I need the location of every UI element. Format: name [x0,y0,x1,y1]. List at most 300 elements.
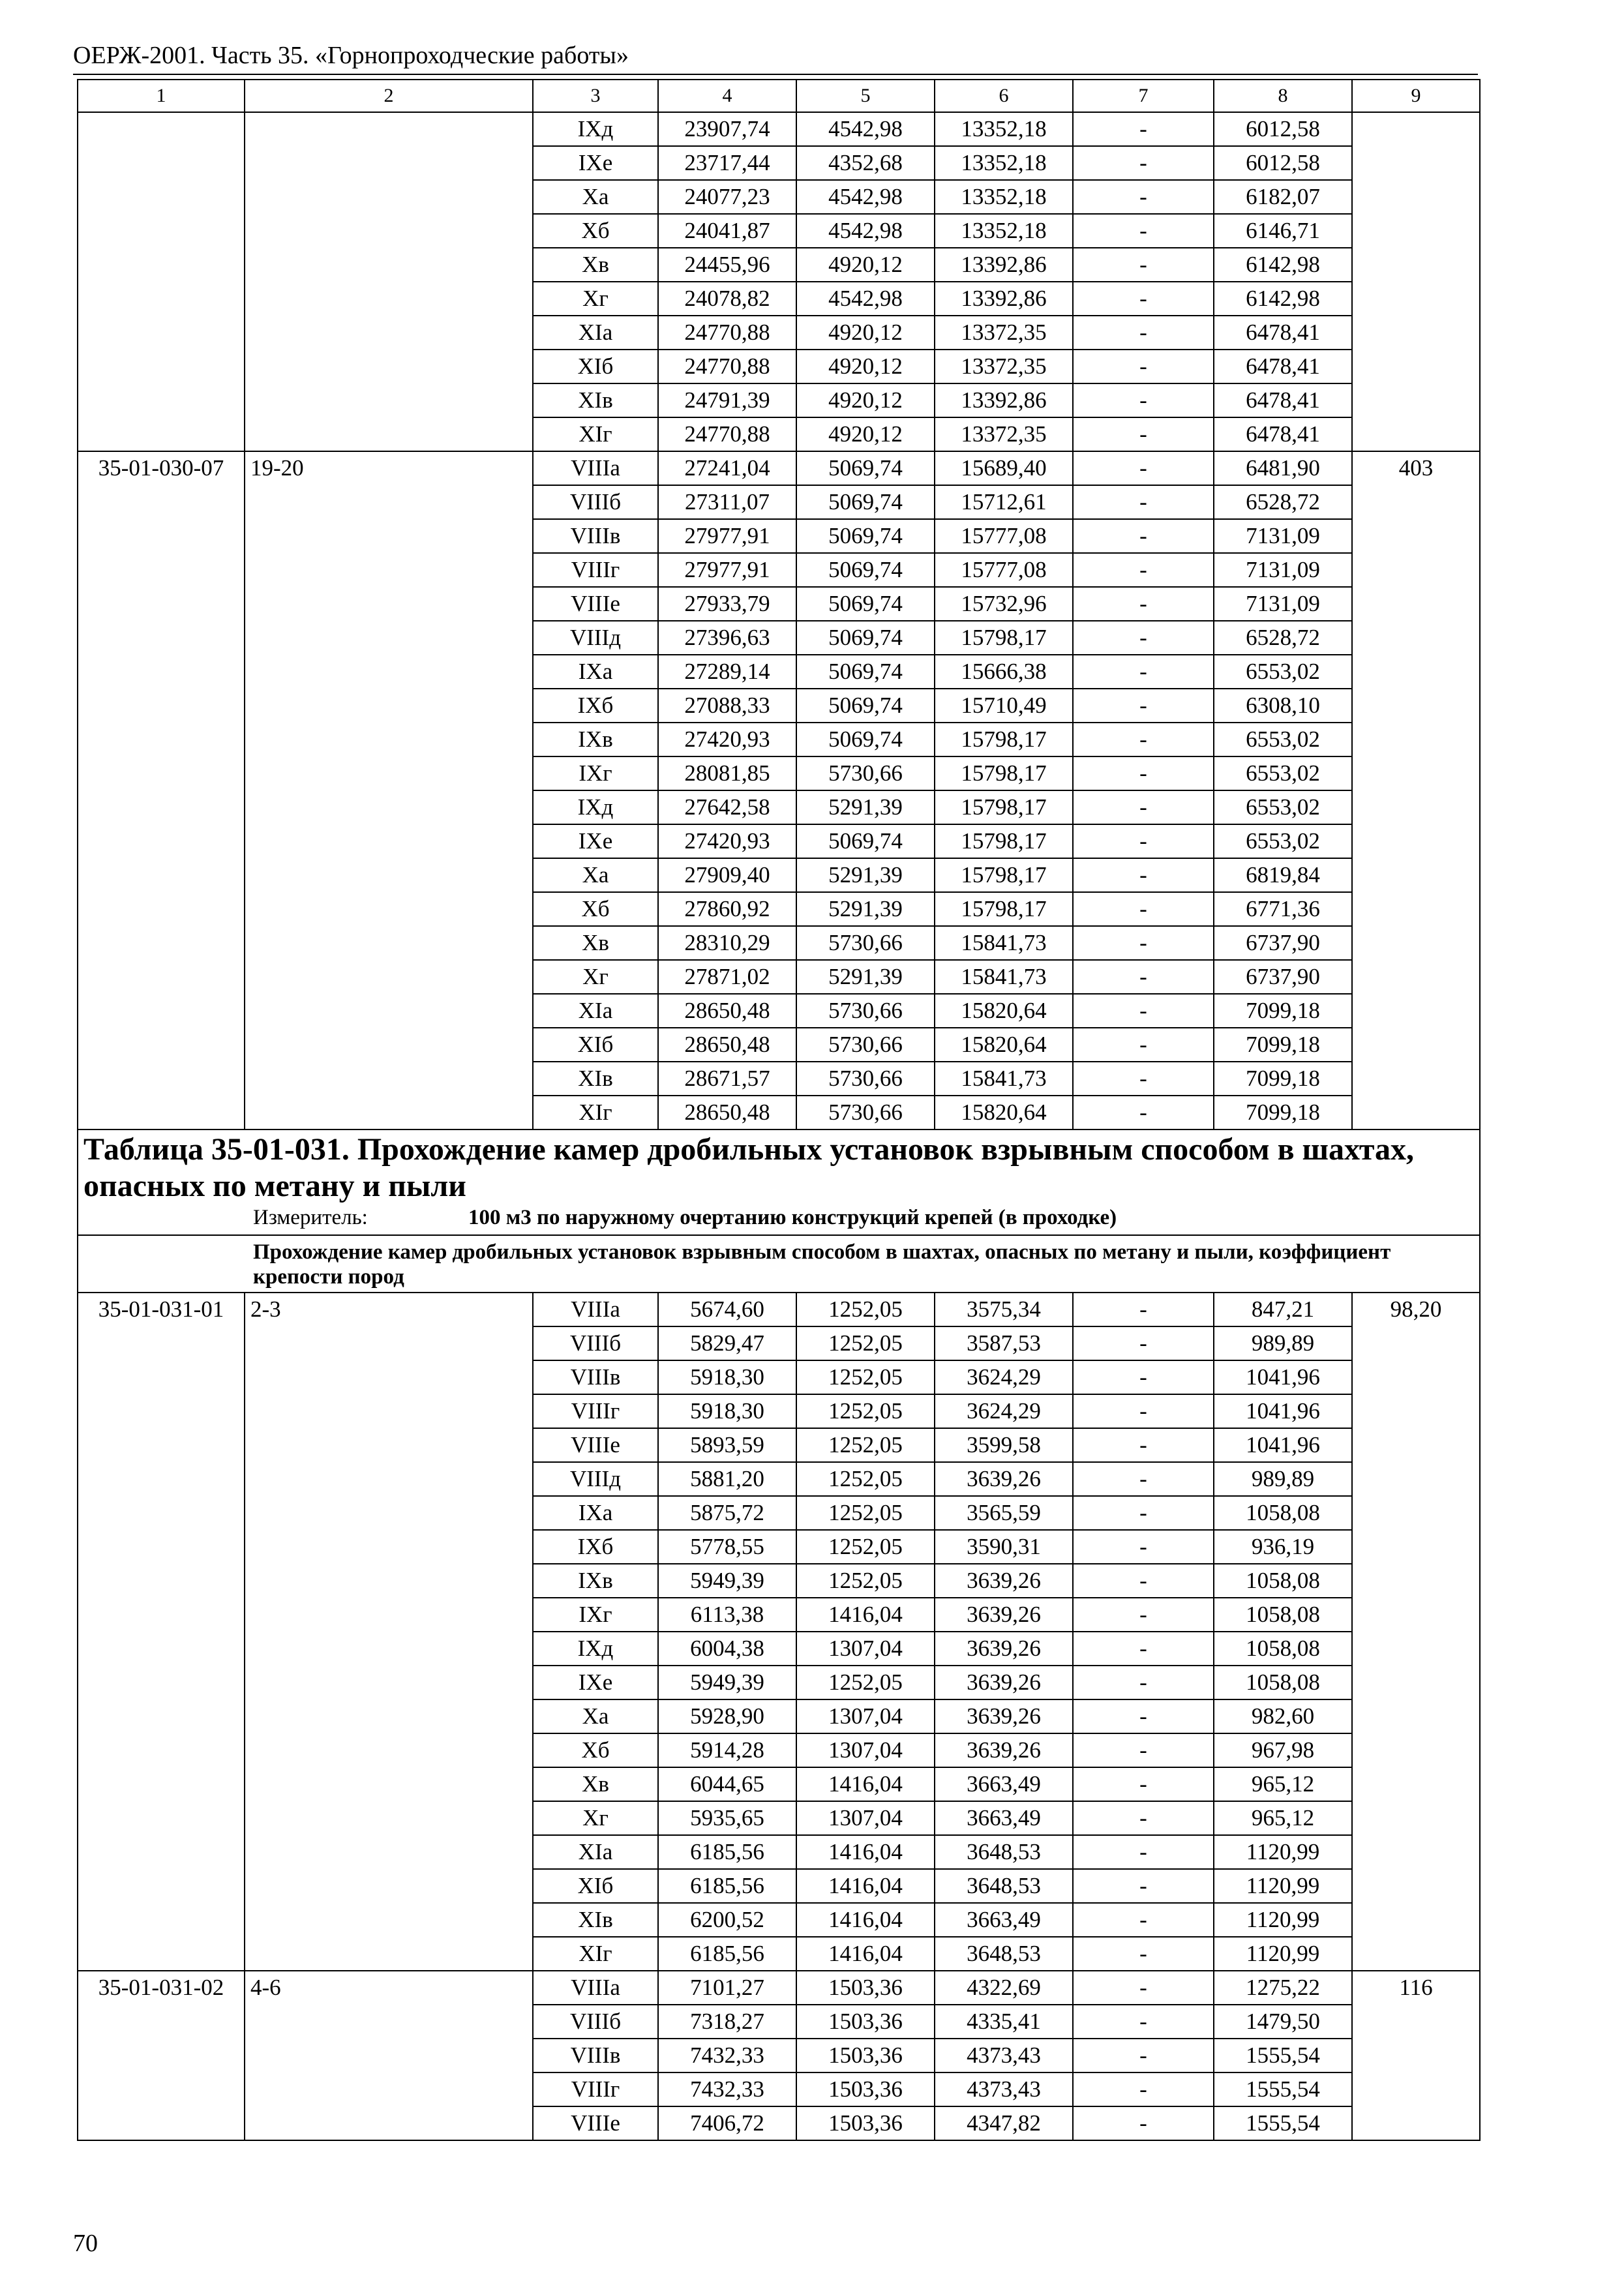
driver-wages-cell: - [1073,553,1214,587]
wages-cell: 5069,74 [796,451,935,485]
total-cost-cell: 6185,56 [658,1835,796,1869]
rock-category-cell: Xв [533,1767,658,1801]
rock-category-cell: VIIIб [533,485,658,519]
materials-cell: 6478,41 [1214,383,1352,417]
driver-wages-cell: - [1073,756,1214,790]
column-number: 7 [1073,80,1214,112]
total-cost-cell: 28671,57 [658,1062,796,1096]
total-cost-cell: 28650,48 [658,1028,796,1062]
driver-wages-cell: - [1073,1062,1214,1096]
total-cost-cell: 24078,82 [658,282,796,316]
total-cost-cell: 5918,30 [658,1394,796,1428]
driver-wages-cell: - [1073,587,1214,621]
driver-wages-cell: - [1073,112,1214,146]
machinery-cell: 13392,86 [935,248,1073,282]
materials-cell: 847,21 [1214,1293,1352,1326]
wages-cell: 1503,36 [796,1971,935,2005]
materials-cell: 1058,08 [1214,1598,1352,1632]
driver-wages-cell: - [1073,1632,1214,1666]
driver-wages-cell: - [1073,1360,1214,1394]
rock-category-cell: VIIIе [533,1428,658,1462]
machinery-cell: 15798,17 [935,858,1073,892]
machinery-cell: 3639,26 [935,1462,1073,1496]
column-number: 2 [245,80,533,112]
machinery-cell: 3663,49 [935,1801,1073,1835]
wages-cell: 4920,12 [796,383,935,417]
total-cost-cell: 24455,96 [658,248,796,282]
materials-cell: 6308,10 [1214,689,1352,723]
rock-category-cell: XIг [533,417,658,451]
rock-coefficient-cell: 2-3 [245,1293,533,1971]
driver-wages-cell: - [1073,1767,1214,1801]
column-number-row [78,80,1480,112]
materials-cell: 6012,58 [1214,112,1352,146]
driver-wages-cell: - [1073,1903,1214,1937]
materials-cell: 6182,07 [1214,180,1352,214]
wages-cell: 5069,74 [796,824,935,858]
materials-cell: 6528,72 [1214,621,1352,655]
materials-cell: 1555,54 [1214,2039,1352,2072]
table-title-row [78,1130,1480,1235]
rock-category-cell: XIв [533,383,658,417]
wages-cell: 5291,39 [796,858,935,892]
table-row [78,112,1480,146]
total-cost-cell: 5778,55 [658,1530,796,1564]
total-cost-cell: 27311,07 [658,485,796,519]
column-number: 9 [1352,80,1480,112]
labor-cell: 116 [1352,1971,1480,2140]
total-cost-cell: 5893,59 [658,1428,796,1462]
machinery-cell: 3639,26 [935,1632,1073,1666]
driver-wages-cell: - [1073,1462,1214,1496]
wages-cell: 1252,05 [796,1326,935,1360]
rock-category-cell: XIб [533,1869,658,1903]
materials-cell: 6142,98 [1214,282,1352,316]
total-cost-cell: 28310,29 [658,926,796,960]
wages-cell: 1503,36 [796,2005,935,2039]
materials-cell: 6737,90 [1214,926,1352,960]
driver-wages-cell: - [1073,1869,1214,1903]
rates-table [77,79,1481,2141]
rock-category-cell: XIб [533,350,658,383]
wages-cell: 5069,74 [796,553,935,587]
machinery-cell: 3639,26 [935,1733,1073,1767]
materials-cell: 1058,08 [1214,1564,1352,1598]
machinery-cell: 15798,17 [935,621,1073,655]
rock-category-cell: VIIIа [533,451,658,485]
machinery-cell: 4322,69 [935,1971,1073,2005]
rock-category-cell: Xб [533,214,658,248]
wages-cell: 5291,39 [796,892,935,926]
machinery-cell: 3648,53 [935,1835,1073,1869]
wages-cell: 1252,05 [796,1462,935,1496]
materials-cell: 1041,96 [1214,1360,1352,1394]
driver-wages-cell: - [1073,1394,1214,1428]
machinery-cell: 15777,08 [935,553,1073,587]
driver-wages-cell: - [1073,1971,1214,2005]
machinery-cell: 4373,43 [935,2039,1073,2072]
rock-category-cell: IXг [533,1598,658,1632]
wages-cell: 1252,05 [796,1496,935,1530]
driver-wages-cell: - [1073,2039,1214,2072]
materials-cell: 7131,09 [1214,519,1352,553]
materials-cell: 6481,90 [1214,451,1352,485]
wages-cell: 4920,12 [796,248,935,282]
machinery-cell: 15712,61 [935,485,1073,519]
rock-category-cell: VIIIг [533,2072,658,2106]
wages-cell: 1307,04 [796,1699,935,1733]
machinery-cell: 3639,26 [935,1564,1073,1598]
materials-cell: 6142,98 [1214,248,1352,282]
machinery-cell: 15841,73 [935,960,1073,994]
wages-cell: 1416,04 [796,1869,935,1903]
driver-wages-cell: - [1073,1564,1214,1598]
total-cost-cell: 27642,58 [658,790,796,824]
rock-category-cell: Xг [533,282,658,316]
machinery-cell: 3639,26 [935,1666,1073,1699]
rock-coefficient-cell [245,112,533,451]
materials-cell: 6737,90 [1214,960,1352,994]
machinery-cell: 15732,96 [935,587,1073,621]
wages-cell: 5730,66 [796,1028,935,1062]
machinery-cell: 13352,18 [935,146,1073,180]
driver-wages-cell: - [1073,723,1214,756]
wages-cell: 1307,04 [796,1632,935,1666]
machinery-cell: 3639,26 [935,1598,1073,1632]
table-title-cell [78,1130,1480,1235]
materials-cell: 6553,02 [1214,723,1352,756]
column-number: 1 [78,80,245,112]
wages-cell: 5730,66 [796,1062,935,1096]
total-cost-cell: 6200,52 [658,1903,796,1937]
wages-cell: 1416,04 [796,1835,935,1869]
code-cell: 35-01-030-07 [78,451,245,1130]
rock-category-cell: VIIIв [533,1360,658,1394]
machinery-cell: 15820,64 [935,994,1073,1028]
table-row [78,451,1480,485]
total-cost-cell: 27933,79 [658,587,796,621]
materials-cell: 1275,22 [1214,1971,1352,2005]
driver-wages-cell: - [1073,1326,1214,1360]
total-cost-cell: 28650,48 [658,994,796,1028]
total-cost-cell: 5928,90 [658,1699,796,1733]
wages-cell: 1416,04 [796,1767,935,1801]
total-cost-cell: 27909,40 [658,858,796,892]
machinery-cell: 15841,73 [935,926,1073,960]
materials-cell: 1120,99 [1214,1903,1352,1937]
materials-cell: 1479,50 [1214,2005,1352,2039]
rock-category-cell: IXв [533,1564,658,1598]
driver-wages-cell: - [1073,1530,1214,1564]
total-cost-cell: 7432,33 [658,2039,796,2072]
driver-wages-cell: - [1073,994,1214,1028]
column-number: 6 [935,80,1073,112]
total-cost-cell: 5914,28 [658,1733,796,1767]
wages-cell: 4542,98 [796,282,935,316]
machinery-cell: 15710,49 [935,689,1073,723]
machinery-cell: 4373,43 [935,2072,1073,2106]
page-number: 70 [73,2230,98,2257]
wages-cell: 1416,04 [796,1903,935,1937]
total-cost-cell: 5918,30 [658,1360,796,1394]
total-cost-cell: 28650,48 [658,1096,796,1130]
materials-cell: 989,89 [1214,1462,1352,1496]
materials-cell: 6553,02 [1214,824,1352,858]
materials-cell: 1555,54 [1214,2072,1352,2106]
wages-cell: 1307,04 [796,1801,935,1835]
wages-cell: 4542,98 [796,180,935,214]
driver-wages-cell: - [1073,383,1214,417]
rock-category-cell: Xг [533,960,658,994]
machinery-cell: 3648,53 [935,1937,1073,1971]
machinery-cell: 13372,35 [935,417,1073,451]
driver-wages-cell: - [1073,1937,1214,1971]
machinery-cell: 13352,18 [935,214,1073,248]
total-cost-cell: 5829,47 [658,1326,796,1360]
machinery-cell: 3624,29 [935,1394,1073,1428]
driver-wages-cell: - [1073,519,1214,553]
driver-wages-cell: - [1073,926,1214,960]
machinery-cell: 15689,40 [935,451,1073,485]
rock-category-cell: VIIIа [533,1293,658,1326]
driver-wages-cell: - [1073,1293,1214,1326]
machinery-cell: 3663,49 [935,1903,1073,1937]
wages-cell: 1503,36 [796,2072,935,2106]
rock-category-cell: IXд [533,1632,658,1666]
materials-cell: 6553,02 [1214,790,1352,824]
machinery-cell: 15666,38 [935,655,1073,689]
driver-wages-cell: - [1073,2072,1214,2106]
driver-wages-cell: - [1073,2106,1214,2140]
materials-cell: 965,12 [1214,1767,1352,1801]
driver-wages-cell: - [1073,417,1214,451]
machinery-cell: 15798,17 [935,723,1073,756]
materials-cell: 6478,41 [1214,350,1352,383]
table-row [78,1293,1480,1326]
driver-wages-cell: - [1073,790,1214,824]
wages-cell: 5291,39 [796,960,935,994]
total-cost-cell: 23907,74 [658,112,796,146]
materials-cell: 6771,36 [1214,892,1352,926]
materials-cell: 936,19 [1214,1530,1352,1564]
wages-cell: 1252,05 [796,1428,935,1462]
total-cost-cell: 6113,38 [658,1598,796,1632]
machinery-cell: 13372,35 [935,350,1073,383]
code-cell: 35-01-031-02 [78,1971,245,2140]
wages-cell: 4920,12 [796,350,935,383]
total-cost-cell: 27396,63 [658,621,796,655]
rock-category-cell: XIб [533,1028,658,1062]
total-cost-cell: 5875,72 [658,1496,796,1530]
labor-cell [1352,112,1480,451]
wages-cell: 4920,12 [796,316,935,350]
materials-cell: 967,98 [1214,1733,1352,1767]
table-description: Прохождение камер дробильных установок взрывным способом в шахтах, опасных по метану и пыли, коэффициент крепости пород [253,1240,1391,1289]
materials-cell: 6478,41 [1214,316,1352,350]
driver-wages-cell: - [1073,689,1214,723]
machinery-cell: 4347,82 [935,2106,1073,2140]
total-cost-cell: 5949,39 [658,1666,796,1699]
machinery-cell: 13392,86 [935,383,1073,417]
materials-cell: 1058,08 [1214,1666,1352,1699]
driver-wages-cell: - [1073,180,1214,214]
wages-cell: 5291,39 [796,790,935,824]
rock-category-cell: IXв [533,723,658,756]
materials-cell: 1058,08 [1214,1632,1352,1666]
rock-category-cell: VIIIв [533,519,658,553]
rock-category-cell: Xа [533,858,658,892]
materials-cell: 6553,02 [1214,756,1352,790]
machinery-cell: 3639,26 [935,1699,1073,1733]
wages-cell: 5069,74 [796,587,935,621]
rock-category-cell: IXе [533,1666,658,1699]
wages-cell: 5069,74 [796,621,935,655]
rock-category-cell: VIIIд [533,621,658,655]
wages-cell: 5069,74 [796,689,935,723]
materials-cell: 1041,96 [1214,1394,1352,1428]
materials-cell: 6528,72 [1214,485,1352,519]
rock-category-cell: XIв [533,1062,658,1096]
rock-category-cell: VIIIб [533,1326,658,1360]
machinery-cell: 4335,41 [935,2005,1073,2039]
driver-wages-cell: - [1073,1801,1214,1835]
total-cost-cell: 24077,23 [658,180,796,214]
rock-category-cell: VIIIг [533,1394,658,1428]
total-cost-cell: 7318,27 [658,2005,796,2039]
driver-wages-cell: - [1073,1835,1214,1869]
wages-cell: 1416,04 [796,1937,935,1971]
machinery-cell: 15820,64 [935,1096,1073,1130]
total-cost-cell: 24770,88 [658,350,796,383]
materials-cell: 6478,41 [1214,417,1352,451]
driver-wages-cell: - [1073,146,1214,180]
driver-wages-cell: - [1073,655,1214,689]
wages-cell: 4542,98 [796,112,935,146]
total-cost-cell: 27871,02 [658,960,796,994]
rock-category-cell: VIIIд [533,1462,658,1496]
driver-wages-cell: - [1073,1598,1214,1632]
wages-cell: 1252,05 [796,1293,935,1326]
rock-category-cell: VIIIе [533,2106,658,2140]
wages-cell: 5069,74 [796,723,935,756]
rock-category-cell: IXе [533,824,658,858]
machinery-cell: 13352,18 [935,112,1073,146]
wages-cell: 5069,74 [796,655,935,689]
wages-cell: 1252,05 [796,1666,935,1699]
driver-wages-cell: - [1073,824,1214,858]
machinery-cell: 3565,59 [935,1496,1073,1530]
rock-category-cell: XIг [533,1937,658,1971]
page-header-title: ОЕРЖ-2001. Часть 35. «Горнопроходческие работы» [73,42,629,69]
materials-cell: 6819,84 [1214,858,1352,892]
total-cost-cell: 24041,87 [658,214,796,248]
driver-wages-cell: - [1073,892,1214,926]
total-cost-cell: 7432,33 [658,2072,796,2106]
table-title: Таблица 35-01-031. Прохождение камер дробильных установок взрывным способом в шахтах, опасных по метану и пыли [83,1132,1415,1203]
rock-category-cell: IXа [533,1496,658,1530]
materials-cell: 7131,09 [1214,553,1352,587]
wages-cell: 1416,04 [796,1598,935,1632]
driver-wages-cell: - [1073,960,1214,994]
materials-cell: 982,60 [1214,1699,1352,1733]
total-cost-cell: 6004,38 [658,1632,796,1666]
header-divider [73,74,1478,75]
driver-wages-cell: - [1073,621,1214,655]
materials-cell: 7099,18 [1214,1096,1352,1130]
rock-category-cell: XIа [533,1835,658,1869]
total-cost-cell: 24770,88 [658,316,796,350]
driver-wages-cell: - [1073,1428,1214,1462]
materials-cell: 1058,08 [1214,1496,1352,1530]
column-number: 3 [533,80,658,112]
materials-cell: 7099,18 [1214,1028,1352,1062]
labor-cell: 98,20 [1352,1293,1480,1971]
total-cost-cell: 27420,93 [658,723,796,756]
code-cell [78,112,245,451]
unit-value: 100 м3 по наружному очертанию конструкций крепей (в проходке) [468,1206,1117,1229]
rock-category-cell: VIIIг [533,553,658,587]
materials-cell: 1041,96 [1214,1428,1352,1462]
unit-label: Измеритель: [253,1206,368,1229]
driver-wages-cell: - [1073,316,1214,350]
wages-cell: 1307,04 [796,1733,935,1767]
materials-cell: 7099,18 [1214,994,1352,1028]
driver-wages-cell: - [1073,214,1214,248]
total-cost-cell: 7406,72 [658,2106,796,2140]
column-number: 8 [1214,80,1352,112]
rock-coefficient-cell: 19-20 [245,451,533,1130]
materials-cell: 1120,99 [1214,1937,1352,1971]
total-cost-cell: 5949,39 [658,1564,796,1598]
machinery-cell: 15798,17 [935,756,1073,790]
wages-cell: 1252,05 [796,1530,935,1564]
rock-category-cell: IXд [533,112,658,146]
rock-category-cell: Xг [533,1801,658,1835]
wages-cell: 5730,66 [796,756,935,790]
materials-cell: 6553,02 [1214,655,1352,689]
wages-cell: 5069,74 [796,519,935,553]
rock-category-cell: Xа [533,1699,658,1733]
rock-category-cell: VIIIб [533,2005,658,2039]
rock-category-cell: Xа [533,180,658,214]
machinery-cell: 3663,49 [935,1767,1073,1801]
total-cost-cell: 27289,14 [658,655,796,689]
driver-wages-cell: - [1073,1496,1214,1530]
machinery-cell: 15798,17 [935,892,1073,926]
rock-category-cell: Xб [533,1733,658,1767]
driver-wages-cell: - [1073,1028,1214,1062]
machinery-cell: 3587,53 [935,1326,1073,1360]
wages-cell: 5730,66 [796,926,935,960]
machinery-cell: 3648,53 [935,1869,1073,1903]
column-number: 4 [658,80,796,112]
driver-wages-cell: - [1073,350,1214,383]
rock-category-cell: IXб [533,689,658,723]
rock-category-cell: VIIIв [533,2039,658,2072]
machinery-cell: 15820,64 [935,1028,1073,1062]
total-cost-cell: 24791,39 [658,383,796,417]
machinery-cell: 15777,08 [935,519,1073,553]
driver-wages-cell: - [1073,1733,1214,1767]
materials-cell: 1555,54 [1214,2106,1352,2140]
machinery-cell: 3590,31 [935,1530,1073,1564]
machinery-cell: 13372,35 [935,316,1073,350]
rock-category-cell: XIа [533,994,658,1028]
machinery-cell: 13352,18 [935,180,1073,214]
wages-cell: 1503,36 [796,2106,935,2140]
wages-cell: 4542,98 [796,214,935,248]
wages-cell: 5069,74 [796,485,935,519]
